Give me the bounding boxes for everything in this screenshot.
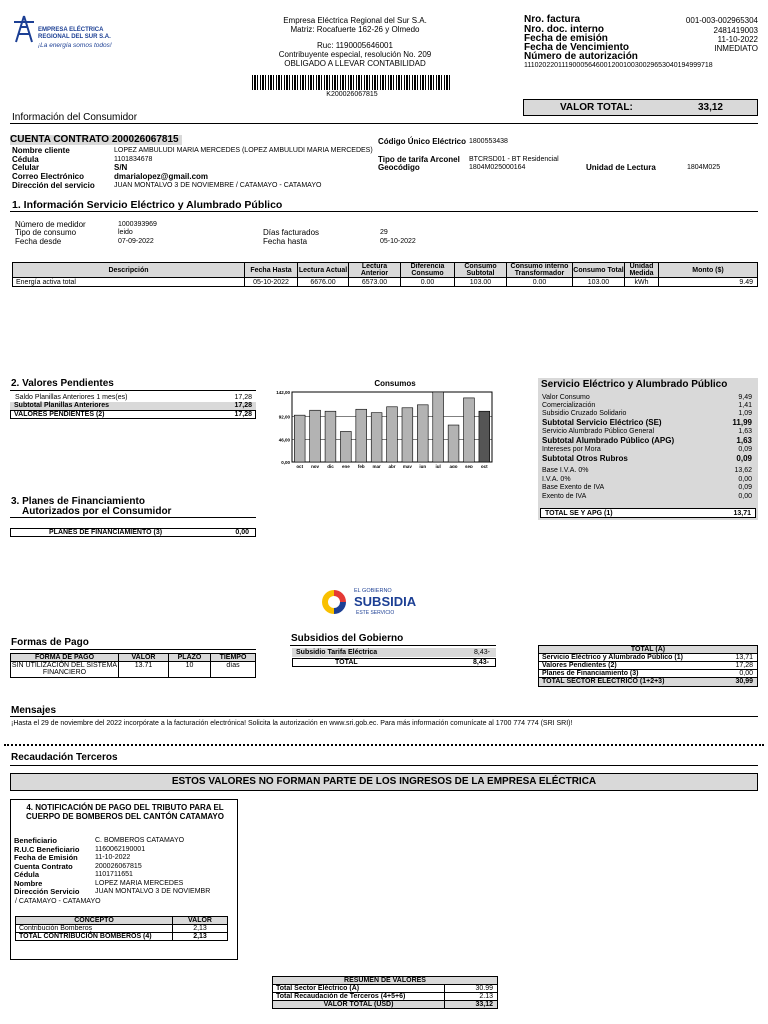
total-a-rows [539, 654, 757, 686]
servicio-row-label: Servicio Alumbrado Público General [542, 428, 655, 435]
bomberos-row-label: Fecha de Emisión [14, 853, 78, 862]
geocodigo-value: 1804M025000164 [469, 164, 526, 171]
fecha-desde-value: 07-09-2022 [118, 238, 154, 245]
company-info [240, 16, 470, 68]
bomberos-box [10, 799, 238, 960]
total-se-apg-row [540, 508, 756, 518]
formas-row [11, 662, 256, 678]
td-total-bomberos-valor: 2,13 [173, 933, 228, 941]
formas-table [10, 653, 256, 678]
th-lectura-actual: Lectura Actual [298, 263, 349, 278]
bomberos-row-label: Cuenta Contrato [14, 861, 73, 871]
bomberos-row-value: C. BOMBEROS CATAMAYO [95, 837, 185, 844]
subsidia-logo [318, 586, 418, 618]
company-ruc: Ruc: 1190005646001 [317, 41, 393, 50]
td-descripcion: Energía activa total [13, 278, 245, 287]
chart-xtick-label: may [402, 464, 412, 468]
vencimiento-label: Fecha de Vencimiento [524, 42, 630, 53]
servicio-row-label: Subtotal Alumbrado Público (APG) [542, 436, 675, 445]
subsidio-tarifa-label: Subsidio Tarifa Eléctrica [296, 649, 378, 656]
subsidia-bottom: ESTE SERVICIO [356, 610, 395, 616]
servicio-section-title: Servicio Eléctrico y Alumbrado Público [541, 379, 728, 390]
iva-row-value: 0,00 [738, 492, 752, 500]
resumen-header: RESUMEN DE VALORES [273, 977, 498, 985]
servicio-row [542, 402, 754, 410]
valores-pendientes-label: VALORES PENDIENTES (2) [14, 411, 105, 418]
chart-bar [387, 407, 398, 462]
table-row [13, 278, 758, 287]
subsidia-top: EL GOBIERNO [354, 588, 392, 594]
bomberos-row-label: Nombre [14, 878, 43, 888]
resumen-header-row [273, 977, 498, 985]
chart-xtick-label: jul [435, 464, 441, 468]
subsidio-total-label: TOTAL [335, 659, 358, 666]
servicio-row [542, 410, 754, 418]
direccion-value: JUAN MONTALVO 3 DE NOVIEMBRE / CATAMAYO - CATAMAYO [114, 182, 322, 189]
chart-bar [417, 405, 428, 462]
bomberos-row-value: 1101711651 [95, 871, 133, 878]
chart-bar [340, 431, 351, 462]
chart-bar [310, 410, 321, 462]
company-name: Empresa Eléctrica Regional del Sur S.A. [283, 16, 427, 25]
tarifa-label: Tipo de tarifa Arconel [378, 155, 460, 164]
resumen-r3-value: 33,12 [445, 1001, 498, 1009]
servicio-row [542, 418, 754, 428]
total-a-row [539, 678, 757, 686]
barcode-text: K200026067815 [326, 91, 378, 98]
servicio-row-value: 0,09 [736, 454, 752, 463]
subtotal-planillas-value: 17,28 [234, 402, 252, 409]
emision-value: 11-10-2022 [717, 35, 758, 44]
iva-row-label: Exento de IVA [542, 492, 587, 500]
resumen-row [273, 985, 498, 993]
resumen-r3-label: VALOR TOTAL (USD) [273, 1001, 445, 1009]
chart-xtick-label: feb [357, 464, 365, 468]
servicio-row-label: Subtotal Otros Rubros [542, 454, 628, 463]
geocodigo-label: Geocódigo [378, 163, 420, 172]
barcode [252, 75, 452, 90]
doc-label: Nro. doc. interno [524, 24, 604, 35]
consumption-table [12, 262, 758, 287]
iva-rows [542, 467, 754, 501]
chart-xtick-label: dic [327, 464, 334, 468]
unidad-value: 1804M025 [687, 164, 721, 171]
th-descripcion: Descripción [13, 263, 245, 278]
td-lectura-anterior: 6573.00 [349, 278, 401, 287]
servicio-row-value: 1,63 [738, 428, 752, 435]
total-se-apg-value: 13,71 [733, 510, 751, 517]
total-a-row-value: 30,99 [735, 678, 753, 685]
planes-label: PLANES DE FINANCIAMIENTO (3) [49, 529, 163, 536]
planes-title-line2: Autorizados por el Consumidor [22, 506, 172, 517]
obligado-text: OBLIGADO A LLEVAR CONTABILIDAD [284, 59, 426, 68]
cedula-value: 1101834678 [114, 156, 153, 163]
servicio-row-label: Valor Consumo [542, 394, 590, 401]
bomberos-row-label: Dirección Servicio [14, 887, 80, 896]
th-plazo: PLAZO [169, 654, 211, 662]
total-a-row-label: TOTAL SECTOR ELECTRICO (1+2+3) [542, 678, 665, 685]
iva-row-value: 0,00 [738, 475, 752, 483]
doc-value: 2481419003 [713, 26, 758, 35]
cedula-label: Cédula [12, 155, 39, 164]
th-consumo-total: Consumo Total [573, 263, 625, 278]
chart-ytick-label: 0,00 [281, 460, 290, 465]
bomberos-row-value: 1160062190001 [95, 845, 146, 853]
th-unidad: Unidad Medida [625, 263, 659, 278]
bomberos-total-row [16, 933, 228, 941]
chart-xtick-label: ene [341, 464, 350, 468]
resumen-table [272, 976, 498, 1009]
resumen-row [273, 993, 498, 1001]
chart-bar [464, 398, 475, 462]
total-a-box [538, 645, 758, 687]
cuenta-value: 200026067815 [111, 134, 179, 145]
td-consumo-interno: 0.00 [507, 278, 573, 287]
subtotal-planillas-row [10, 402, 256, 410]
chart-xtick-label: jun [419, 464, 427, 468]
chart-ytick-label: 142,00 [276, 390, 290, 395]
formas-header-row [11, 654, 256, 662]
total-a-header: TOTAL (A) [539, 646, 757, 654]
table-header-row [13, 263, 758, 278]
th-consumo-subtotal: Consumo Subtotal [455, 263, 507, 278]
chart-bar [325, 411, 336, 462]
subsidia-emblem-icon [318, 586, 350, 618]
correo-label: Correo Electrónico [12, 172, 85, 181]
td-plazo: 10 [169, 662, 211, 678]
bomberos-row [16, 925, 228, 933]
th-monto: Monto ($) [659, 263, 758, 278]
td-consumo-subtotal: 103.00 [455, 278, 507, 287]
iva-row [542, 484, 754, 493]
emision-label: Fecha de emisión [524, 33, 608, 44]
consumos-chart [270, 388, 500, 468]
chart-bar [294, 415, 305, 462]
bomberos-row [14, 888, 236, 897]
th-consumo-interno: Consumo interno Transformador [507, 263, 573, 278]
resumen-r2-label: Total Recaudación de Terceros (4+5+6) [273, 993, 445, 1001]
th-tiempo: TIEMPO [211, 654, 256, 662]
chart-ytick-label: 92,00 [278, 414, 290, 420]
total-a-row-label: Valores Pendientes (2) [542, 662, 617, 669]
chart-bar [402, 408, 413, 462]
dias-label: Días facturados [263, 228, 320, 237]
th-valor: VALOR [119, 654, 169, 662]
company-address: Matriz: Rocafuerte 162-26 y Olmedo [290, 25, 420, 34]
resumen-r2-value: 2.13 [445, 993, 498, 1001]
logo-company-name: EMPRESA ELÉCTRICA REGIONAL DEL SUR S.A. [38, 27, 111, 40]
td-diferencia: 0.00 [401, 278, 455, 287]
logo-slogan: ¡La energía somos todos! [38, 42, 112, 49]
planes-title-line1: 3. Planes de Financiamiento [11, 496, 145, 507]
bomberos-row-value: JUAN MONTALVO 3 DE NOVIEMBR [95, 888, 211, 895]
codigo-label: Código Único Eléctrico [378, 137, 467, 146]
resumen-total-row [273, 1001, 498, 1009]
saldo-label: Saldo Planillas Anteriores 1 mes(es) [15, 394, 128, 401]
unidad-label: Unidad de Lectura [586, 163, 656, 172]
resumen-r1-label: Total Sector Eléctrico (A) [273, 985, 445, 993]
bomberos-dir-cont: / CATAMAYO - CATAMAYO [15, 898, 101, 905]
servicio-row-value: 11,99 [732, 418, 752, 427]
subsidio-total-row [292, 658, 496, 667]
bomberos-rows [14, 837, 236, 897]
nombre-value: LOPEZ AMBULUDI MARIA MERCEDES (LOPEZ AMBULUDI MARIA MERCEDES) [114, 147, 373, 154]
mensajes-section-title: Mensajes [11, 705, 57, 716]
total-se-apg-label: TOTAL SE Y APG (1) [545, 510, 613, 517]
total-a-row-label: Servicio Eléctrico y Alumbrado Público (1) [542, 654, 683, 661]
servicio-row-label: Intereses por Mora [542, 446, 601, 453]
chart-xtick-label: sep [465, 464, 473, 468]
cuenta-label: CUENTA CONTRATO [10, 134, 110, 145]
th-bomberos-valor: VALOR [173, 917, 228, 925]
total-a-row-value: 13,71 [735, 654, 753, 661]
fecha-hasta-value: 05-10-2022 [380, 238, 416, 245]
valor-total-label: VALOR TOTAL: [560, 102, 633, 113]
tarifa-value: BTCRSD01 - BT Residencial [469, 156, 559, 163]
servicio-row-value: 1,41 [738, 402, 752, 409]
servicio-row [542, 394, 754, 402]
bomberos-row-value: 11-10-2022 [95, 854, 131, 861]
planes-value: 0,00 [235, 529, 249, 536]
chart-bar [371, 413, 382, 462]
fecha-desde-label: Fecha desde [15, 237, 62, 246]
servicio-row [542, 454, 754, 464]
tipo-consumo-value: leido [118, 229, 133, 236]
chart-xtick-label: abr [388, 464, 396, 468]
celular-label: Celular [12, 163, 40, 172]
bomberos-row-label: Beneficiario [14, 836, 57, 845]
td-tiempo: días [211, 662, 256, 678]
servicio-rows [542, 394, 754, 464]
valores-pendientes-value: 17,28 [234, 411, 252, 418]
td-lectura-actual: 6676.00 [298, 278, 349, 287]
autorizacion-value: 1110202201119000564600120010030029653040194999718 [524, 62, 713, 69]
chart-bar [448, 425, 459, 462]
valor-total-value: 33,12 [697, 102, 723, 113]
terceros-section-title: Recaudación Terceros [11, 752, 118, 763]
codigo-value: 1800553438 [469, 138, 508, 145]
autorizacion-label: Número de autorización [524, 51, 638, 62]
servicio-row-label: Subtotal Servicio Eléctrico (SE) [542, 418, 662, 427]
iva-row-value: 13,62 [734, 467, 752, 474]
td-contribucion-valor: 2,13 [173, 925, 228, 933]
servicio-row-value: 9,49 [738, 394, 752, 401]
formas-section-title: Formas de Pago [11, 637, 89, 648]
total-a-row [539, 670, 757, 678]
chart-bar [433, 392, 444, 462]
chart-bar [356, 409, 367, 462]
subtotal-planillas-label: Subtotal Planillas Anteriores [14, 402, 110, 409]
direccion-label: Dirección del servicio [12, 181, 95, 190]
company-logo [12, 14, 132, 54]
servicio-row [542, 436, 754, 446]
bomberos-row-label: Cédula [14, 870, 40, 879]
subsidia-main: SUBSIDIA [354, 594, 417, 609]
th-lectura-anterior: Lectura Anterior [349, 263, 401, 278]
valor-total-box [523, 99, 758, 116]
consumer-section-title: Información del Consumidor [12, 112, 138, 123]
iva-row-label: I.V.A. 0% [542, 475, 571, 483]
medidor-value: 1000393969 [118, 221, 157, 228]
td-forma: SIN UTILIZACIÓN DEL SISTEMA FINANCIERO [11, 662, 118, 676]
bomberos-table [15, 916, 228, 941]
chart-ytick-label: 46,00 [278, 437, 290, 443]
iva-row-label: Base I.V.A. 0% [542, 467, 589, 474]
servicio-row-value: 1,63 [736, 436, 752, 445]
planes-row [10, 528, 256, 537]
td-valor: 13.71 [119, 662, 169, 678]
servicio-row [542, 446, 754, 454]
bomberos-title: 4. NOTIFICACIÓN DE PAGO DEL TRIBUTO PARA EL CUERPO DE BOMBEROS DEL CANTÓN CATAMAYO [26, 803, 224, 821]
cut-line [4, 744, 764, 746]
td-total-bomberos: TOTAL CONTRIBUCIÓN BOMBEROS (4) [16, 933, 173, 941]
iva-row [542, 476, 754, 485]
contribuyente-text: Contribuyente especial, resolución No. 209 [278, 50, 432, 59]
bomberos-row-value: LOPEZ MARIA MERCEDES [95, 879, 184, 887]
td-consumo-total: 103.00 [573, 278, 625, 287]
factura-label: Nro. factura [524, 14, 581, 25]
chart-bar [479, 411, 490, 462]
subsidio-tarifa-row [292, 648, 496, 657]
factura-value: 001-003-002965304 [685, 16, 758, 25]
chart-xtick-label: mar [372, 464, 381, 468]
total-a-row [539, 662, 757, 670]
pendientes-section-title: 2. Valores Pendientes [11, 378, 114, 389]
servicio-row-label: Comercialización [542, 402, 596, 409]
chart-xtick-label: ago [449, 464, 458, 468]
bomberos-row [14, 871, 236, 880]
terceros-banner: ESTOS VALORES NO FORMAN PARTE DE LOS INGRESOS DE LA EMPRESA ELÉCTRICA [10, 773, 758, 791]
chart-title: Consumos [374, 379, 416, 388]
vencimiento-value: INMEDIATO [714, 44, 758, 53]
iva-row [542, 467, 754, 476]
td-contribucion: Contribución Bomberos [16, 925, 173, 933]
total-a-row-value: 17,28 [735, 662, 753, 669]
cuenta-contrato [10, 135, 182, 145]
td-fecha: 05-10-2022 [245, 278, 298, 287]
medidor-label: Número de medidor [15, 220, 86, 229]
subsidios-section-title: Subsidios del Gobierno [291, 633, 404, 644]
chart-xtick-label: oct [480, 464, 488, 468]
service-section-title: 1. Información Servicio Eléctrico y Alumbrado Público [12, 199, 283, 211]
servicio-row-label: Subsidio Cruzado Solidario [542, 410, 627, 417]
bomberos-row-label: R.U.C Beneficiario [14, 844, 80, 854]
th-forma: FORMA DE PAGO [11, 654, 119, 662]
total-a-row [539, 654, 757, 662]
planes-section-title [11, 497, 171, 517]
celular-value: S/N [114, 163, 128, 172]
saldo-value: 17,28 [234, 394, 252, 401]
iva-row-value: 0,09 [738, 484, 752, 491]
th-concepto: CONCEPTO [16, 917, 173, 925]
total-a-row-label: Planes de Financiamiento (3) [542, 670, 639, 677]
correo-value: dmarialopez@gmail.com [114, 172, 209, 181]
tipo-consumo-label: Tipo de consumo [15, 228, 77, 237]
subsidio-total-value: 8,43- [473, 659, 489, 666]
th-fecha-hasta: Fecha Hasta [245, 263, 298, 278]
subsidio-tarifa-value: 8,43- [474, 649, 490, 656]
chart-xtick-label: oct [296, 464, 304, 468]
mensajes-text: ¡Hasta el 29 de noviembre del 2022 incorpórate a la facturación electrónica! Solicita la autorización en www.sri.gob.ec. Para más información comunícate al 1700 774 774 (SRI SRI)! [11, 720, 573, 727]
iva-row-label: Base Exento de IVA [542, 484, 605, 491]
bomberos-row [14, 863, 236, 872]
total-a-row-value: 0,00 [739, 670, 753, 677]
tower-icon [12, 14, 36, 44]
th-diferencia: Diferencia Consumo [401, 263, 455, 278]
chart-xtick-label: nov [311, 464, 320, 468]
iva-row [542, 493, 754, 502]
fecha-hasta-label: Fecha hasta [263, 237, 308, 246]
servicio-row [542, 428, 754, 436]
resumen-r1-value: 30.99 [445, 985, 498, 993]
bomberos-row-value: 200026067815 [95, 862, 142, 870]
td-unidad: kWh [625, 278, 659, 287]
servicio-row-value: 1,09 [738, 410, 752, 417]
nombre-label: Nombre cliente [12, 146, 70, 155]
valores-pendientes-row [10, 410, 256, 419]
servicio-row-value: 0,09 [738, 446, 752, 453]
bomberos-header-row [16, 917, 228, 925]
td-monto: 9.49 [659, 278, 758, 287]
dias-value: 29 [380, 229, 388, 236]
